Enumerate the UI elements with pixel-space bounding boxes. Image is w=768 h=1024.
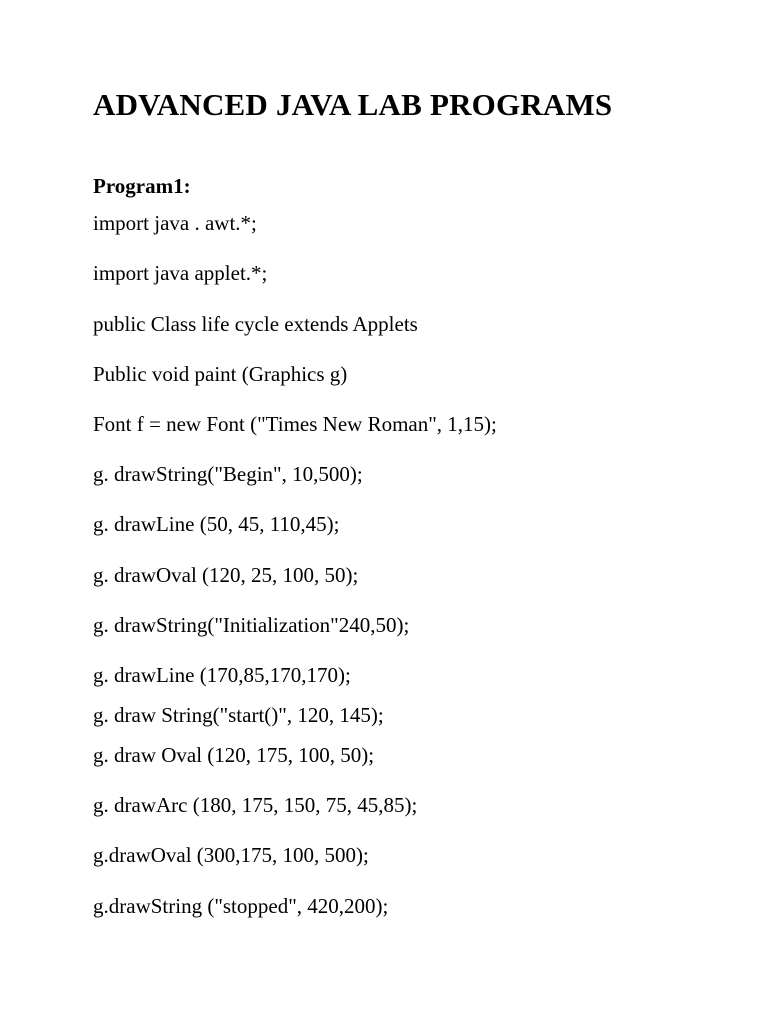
code-line: g. draw Oval (120, 175, 100, 50);	[93, 743, 375, 767]
code-line: public Class life cycle extends Applets	[93, 312, 418, 336]
code-line: import java applet.*;	[93, 261, 268, 285]
code-line: import java . awt.*;	[93, 211, 257, 235]
code-line: Public void paint (Graphics g)	[93, 362, 348, 386]
code-line: g. drawLine (170,85,170,170);	[93, 663, 351, 687]
code-line: g. drawString("Initialization"240,50);	[93, 613, 410, 637]
code-line: Font f = new Font ("Times New Roman", 1,15);	[93, 412, 497, 436]
program-heading: Program1:	[93, 174, 191, 198]
code-line: g. drawOval (120, 25, 100, 50);	[93, 563, 359, 587]
page-title: ADVANCED JAVA LAB PROGRAMS	[93, 87, 613, 122]
code-line: g. drawLine (50, 45, 110,45);	[93, 512, 340, 536]
code-line: g. drawString("Begin", 10,500);	[93, 462, 363, 486]
code-line: g. draw String("start()", 120, 145);	[93, 703, 384, 727]
code-line: g.drawString ("stopped", 420,200);	[93, 894, 389, 918]
code-line: g.drawOval (300,175, 100, 500);	[93, 843, 369, 867]
code-line: g. drawArc (180, 175, 150, 75, 45,85);	[93, 793, 418, 817]
